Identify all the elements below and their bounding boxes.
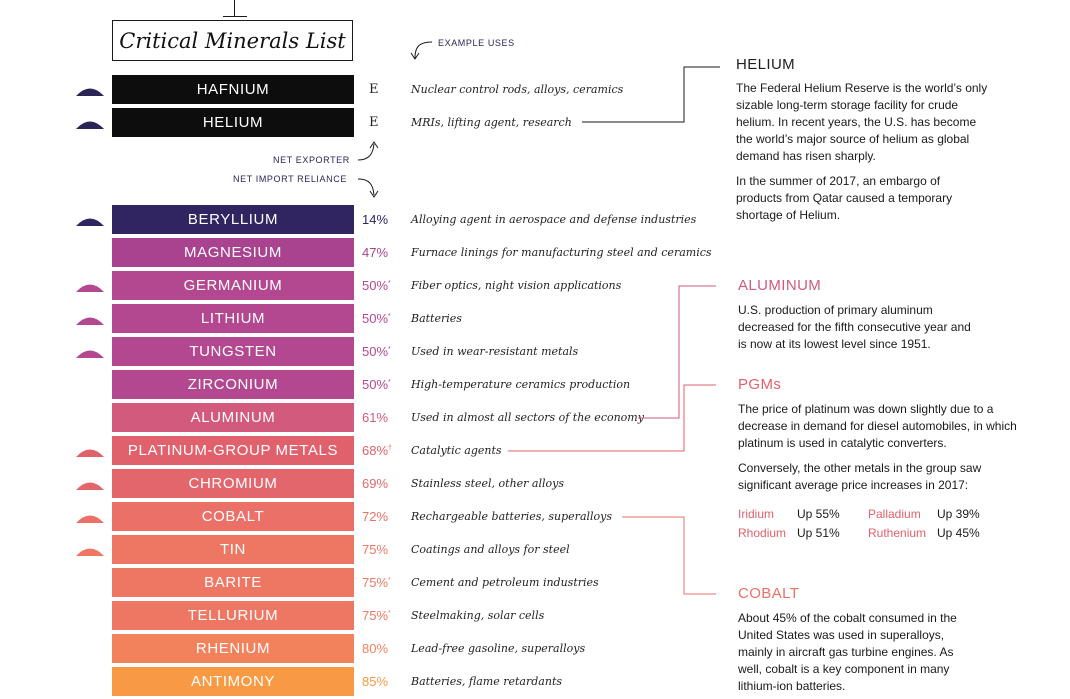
pgm-price-change: Up 51% <box>797 526 840 540</box>
pgm-price-name: Ruthenium <box>868 526 927 540</box>
example-use-text: High-temperature ceramics production <box>411 378 631 391</box>
chart-title: Critical Minerals List <box>112 20 353 61</box>
example-use-text: Nuclear control rods, alloys, ceramics <box>411 83 624 96</box>
mineral-bar: COBALT <box>112 502 354 531</box>
import-reliance-value: 47% <box>362 245 389 260</box>
footnote-mark: * <box>388 379 391 386</box>
pgm-price-name: Iridium <box>738 507 775 521</box>
pgm-price-name: Palladium <box>868 507 921 521</box>
import-reliance-value: 50% * <box>362 311 391 326</box>
pgm-price-change: Up 45% <box>937 526 980 540</box>
aluminum-heading: ALUMINUM <box>738 277 822 294</box>
mineral-bar: BERYLLIUM <box>112 205 354 234</box>
mineral-bar: ANTIMONY <box>112 667 354 696</box>
import-reliance-value: 80% <box>362 641 389 656</box>
mineral-bar: RHENIUM <box>112 634 354 663</box>
mineral-bar: HELIUM <box>112 108 354 137</box>
import-reliance-value: 14% <box>362 212 389 227</box>
example-use-text: Coatings and alloys for steel <box>411 543 570 556</box>
pgms-paragraph-1: The price of platinum was down slightly due to a decrease in demand for diesel automobiles, in which platinum is used in catalytic converters. <box>738 402 1017 450</box>
import-reliance-value: 50% * <box>362 278 391 293</box>
import-reliance-value: 75% <box>362 542 389 557</box>
example-use-text: Alloying agent in aerospace and defense industries <box>411 213 697 226</box>
example-use-text: Lead-free gasoline, superalloys <box>411 642 586 655</box>
pgms-paragraph-2: Conversely, the other metals in the group saw significant average price increases in 2017: <box>738 461 982 492</box>
mineral-bar: TELLURIUM <box>112 601 354 630</box>
mineral-bar: CHROMIUM <box>112 469 354 498</box>
footnote-mark: † <box>388 445 392 452</box>
mineral-bar: ALUMINUM <box>112 403 354 432</box>
example-uses-label: EXAMPLE USES <box>438 38 515 48</box>
pgm-price-change: Up 55% <box>797 507 840 521</box>
aluminum-connector <box>638 286 716 418</box>
helium-paragraph-1: The Federal Helium Reserve is the world’s only sizable long-term storage facility for crude helium. In recent years, the U.S. has become the world’s major source of helium as global demand has risen sharply. <box>736 81 988 163</box>
import-reliance-value: 69% <box>362 476 389 491</box>
pgms-heading: PGMs <box>738 376 782 393</box>
footnote-mark: * <box>388 313 391 320</box>
footnote-mark: * <box>388 610 391 617</box>
mineral-bar: PLATINUM-GROUP METALS <box>112 436 354 465</box>
import-reliance-value: 50% * <box>362 344 391 359</box>
cobalt-connector <box>622 517 716 594</box>
footnote-mark: * <box>388 577 391 584</box>
aluminum-paragraph: U.S. production of primary aluminum decreased for the fifth consecutive year and is now at its lowest level since 1951. <box>738 303 971 351</box>
example-use-text: Batteries, flame retardants <box>411 675 563 688</box>
mineral-bar: BARITE <box>112 568 354 597</box>
import-reliance-value: E <box>369 115 379 130</box>
example-use-text: Used in wear-resistant metals <box>411 345 579 358</box>
example-use-text: Steelmaking, solar cells <box>411 609 545 622</box>
mineral-bar: TUNGSTEN <box>112 337 354 366</box>
helium-connector <box>582 67 720 122</box>
footnote-mark: * <box>388 280 391 287</box>
mineral-bar: LITHIUM <box>112 304 354 333</box>
net-import-reliance-label: NET IMPORT RELIANCE <box>233 174 347 184</box>
import-reliance-value: 50% * <box>362 377 391 392</box>
import-reliance-value: 61% <box>362 410 389 425</box>
import-reliance-value: 75% * <box>362 608 391 623</box>
pgms-connector <box>508 385 716 451</box>
example-use-text: Used in almost all sectors of the economy <box>411 411 644 424</box>
example-use-text: MRIs, lifting agent, research <box>411 116 572 129</box>
example-use-text: Stainless steel, other alloys <box>411 477 564 490</box>
cobalt-paragraph: About 45% of the cobalt consumed in the United States was used in superalloys, mainly in aircraft gas turbine engines. As well, cobalt is a key component in many lithium-ion batteries. <box>738 611 957 693</box>
helium-heading: HELIUM <box>736 56 796 73</box>
helium-paragraph-2: In the summer of 2017, an embargo of products from Qatar caused a temporary shortage of Helium. <box>736 174 953 222</box>
cobalt-heading: COBALT <box>738 585 800 602</box>
mineral-bar: MAGNESIUM <box>112 238 354 267</box>
import-reliance-value: 75% * <box>362 575 391 590</box>
example-use-text: Batteries <box>411 312 462 325</box>
net-exporter-label: NET EXPORTER <box>273 155 350 165</box>
mineral-bar: TIN <box>112 535 354 564</box>
import-reliance-value: 85% <box>362 674 389 689</box>
mineral-bar: ZIRCONIUM <box>112 370 354 399</box>
pgm-price-name: Rhodium <box>738 526 787 540</box>
mineral-bar: HAFNIUM <box>112 75 354 104</box>
pgm-price-change: Up 39% <box>937 507 980 521</box>
example-use-text: Rechargeable batteries, superalloys <box>411 510 613 523</box>
mineral-bar: GERMANIUM <box>112 271 354 300</box>
import-reliance-value: 68% † <box>362 443 392 458</box>
footnote-mark: * <box>388 346 391 353</box>
example-use-text: Catalytic agents <box>411 444 502 457</box>
example-use-text: Furnace linings for manufacturing steel and ceramics <box>411 246 712 259</box>
import-reliance-value: 72% <box>362 509 389 524</box>
example-use-text: Fiber optics, night vision applications <box>411 279 622 292</box>
example-use-text: Cement and petroleum industries <box>411 576 599 589</box>
import-reliance-value: E <box>369 82 379 97</box>
